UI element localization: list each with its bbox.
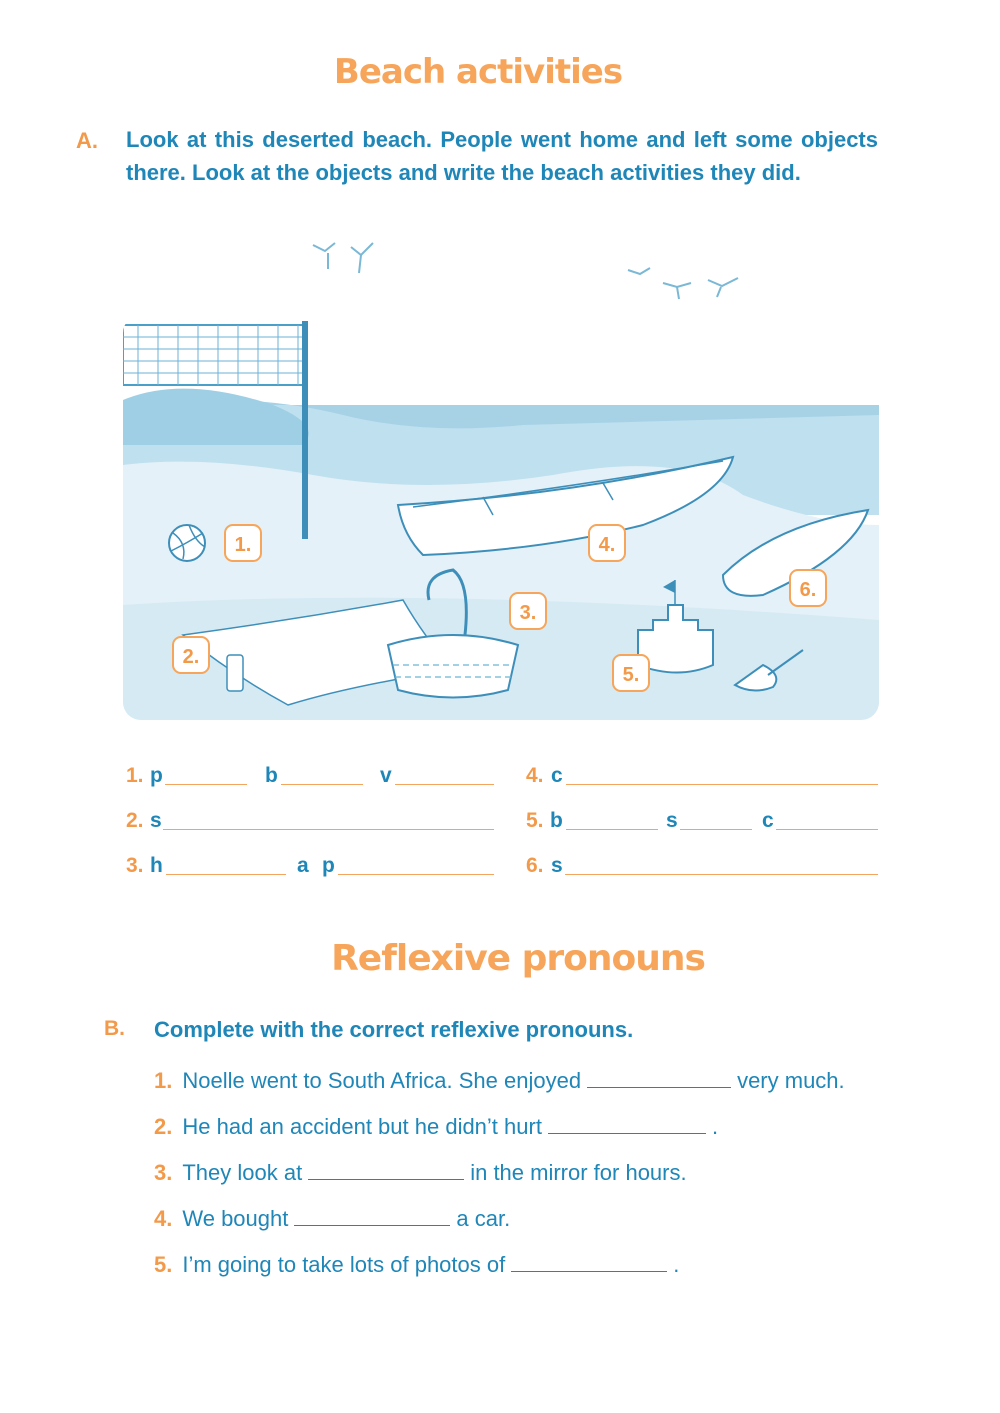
sentence-5: 5. I’m going to take lots of photos of . <box>154 1252 680 1277</box>
section-a-instruction: Look at this deserted beach. People went home and left some objects there. Look at the objects and write the beach activities they did. <box>126 127 878 185</box>
answer-blank[interactable] <box>166 874 286 875</box>
answer-blank[interactable] <box>165 784 247 785</box>
sentence-2: 2. He had an accident but he didn’t hurt . <box>154 1114 719 1139</box>
answer-blank[interactable] <box>338 874 494 875</box>
birds-icon <box>313 243 738 299</box>
label-badge: 6. <box>789 569 827 607</box>
sunscreen-icon <box>227 655 243 691</box>
answer-blank[interactable] <box>281 784 363 785</box>
answer-blank[interactable] <box>565 874 878 875</box>
sentence-1: 1. Noelle went to South Africa. She enjoyed very much. <box>154 1068 845 1093</box>
label-badge: 1. <box>224 524 262 562</box>
answer-blank[interactable] <box>776 829 878 830</box>
sentence-blank[interactable] <box>548 1133 706 1134</box>
section-b-letter: B. <box>104 1017 125 1040</box>
label-badge: 3. <box>509 592 547 630</box>
answer-blank[interactable] <box>163 829 494 830</box>
answer-blank[interactable] <box>566 829 658 830</box>
section-b-title: Reflexive pronouns <box>331 938 705 979</box>
section-a-title: Beach activities <box>333 52 623 92</box>
answer-blank[interactable] <box>680 829 752 830</box>
sentence-blank[interactable] <box>294 1225 450 1226</box>
sentence-blank[interactable] <box>308 1179 464 1180</box>
sentence-blank[interactable] <box>511 1271 667 1272</box>
sentence-blank[interactable] <box>587 1087 731 1088</box>
label-badge: 5. <box>612 654 650 692</box>
section-a-letter: A. <box>76 128 98 153</box>
section-b-instruction: Complete with the correct reflexive pronouns. <box>154 1017 634 1042</box>
sentence-3: 3. They look at in the mirror for hours. <box>154 1160 687 1185</box>
beach-illustration <box>123 225 879 721</box>
sentence-4: 4. We bought a car. <box>154 1206 511 1231</box>
answer-blank[interactable] <box>566 784 878 785</box>
label-badge: 2. <box>172 636 210 674</box>
answer-blank[interactable] <box>395 784 494 785</box>
label-badge: 4. <box>588 524 626 562</box>
